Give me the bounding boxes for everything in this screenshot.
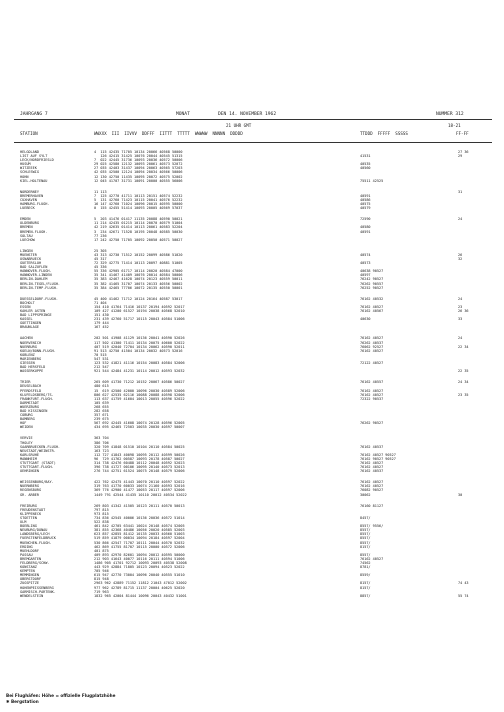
observation-codes: 16 147 42760 71024 10096 20015 40595 50000 — [94, 202, 183, 207]
observation-codes: 386 706 — [94, 440, 109, 445]
observation-codes: 212 903 41643 40077 10116 20111 40594 51006 — [94, 556, 185, 561]
observation-codes: 719 963 — [94, 589, 109, 594]
station-name: WENDELSTEIN — [20, 593, 44, 598]
station-name: STOETTEN — [20, 515, 37, 520]
station-name: DUESSELDORF-FLUGH. — [20, 296, 58, 301]
gust-values: 24 — [458, 336, 463, 341]
station-name: MANNHEIM — [20, 456, 37, 461]
observation-codes: 17 242 42750 71705 10092 20050 40571 50027 — [94, 237, 183, 242]
observation-codes: 461 842 42705 63441 10024 20148 40574 52005 — [94, 524, 185, 529]
cyclic-codes: 76162 40567 — [360, 309, 384, 313]
station-name: BREMGARTEN — [20, 556, 42, 561]
observation-codes: 55 336 42905 61717 10114 20020 40584 47000 — [94, 269, 183, 274]
station-name: HOF — [20, 421, 27, 426]
station-name: BERLIN-TEGEL/FLUGH. — [20, 281, 61, 286]
cyclic-codes: 40597 — [360, 273, 371, 278]
gust-values: 22 35 — [458, 369, 469, 374]
footer-note-airports: Bei Flughäfen: Höhe = offizielle Flugplatzhöhe — [6, 693, 116, 698]
cyclic-codes: 72122 40527 — [360, 361, 384, 366]
station-name: HANNOVER-FLUGH. — [20, 269, 52, 274]
station-name: EMDEN — [20, 217, 31, 222]
observation-codes: 797 815 — [94, 507, 109, 512]
observation-codes: 276 744 42751 61524 10075 20148 40579 52006 — [94, 469, 185, 474]
column-header-cyclic: TTDDD FFFFF SSSSS — [360, 131, 408, 136]
station-name: PFERDSFELD — [20, 388, 42, 393]
station-name: PASSAU — [20, 552, 33, 557]
observation-codes: 12 045 41707 31731 10091 20000 40555 56006 — [94, 178, 183, 183]
observation-codes: 45 317 — [94, 256, 107, 261]
cyclic-codes: 72322 90537 — [360, 396, 384, 401]
station-name: KOBLENZ — [20, 352, 35, 357]
station-name: BAD LIPPSPRINGE — [20, 313, 52, 318]
observation-codes: 35 384 42465 77706 10072 20135 40550 50001 — [94, 285, 183, 290]
observation-codes: 42 219 42635 01414 10113 20061 40583 52204 — [94, 225, 183, 230]
table-row — [14, 290, 492, 297]
cyclic-codes: 76162 40537 — [360, 469, 384, 474]
observation-codes: 615 947 42770 73004 10096 20040 40555 51010 — [94, 573, 185, 578]
observation-codes: 269 803 41342 41505 10123 20111 40570 50013 — [94, 503, 185, 508]
cyclic-codes: 76162 40527 — [360, 461, 384, 465]
observation-codes: 91 513 42750 41504 10134 20032 40573 52016 — [94, 348, 183, 353]
observation-codes: 109 427 41200 61527 10194 20038 40568 52010 — [94, 309, 185, 313]
observation-codes: 3 234 42671 71528 10195 20048 40585 50030 — [94, 229, 183, 234]
observation-codes: 1449 791 42544 41435 10110 20012 40534 52022 — [94, 492, 187, 497]
observation-codes: 977 962 42789 81715 11137 20004 40625 52020 — [94, 585, 185, 590]
observation-codes: 381 855 42368 40486 10056 20020 40585 52003 — [94, 528, 185, 533]
cyclic-codes: 75511 42525 — [360, 178, 384, 183]
observation-codes: 567 692 42445 41608 10074 20128 40596 52005 — [94, 421, 185, 426]
station-name: KASSEL — [20, 317, 33, 322]
station-name: STUTTGART-FLUGH. — [20, 465, 54, 470]
cyclic-codes: 76162 40532 — [360, 296, 384, 301]
gust-values: 33 — [458, 317, 463, 322]
observation-codes: 396 738 41727 00106 10095 20140 40573 52013 — [94, 465, 185, 470]
cyclic-codes: 40535 — [360, 162, 371, 167]
cyclic-codes: 30062 — [360, 492, 371, 497]
observation-codes: 15 619 42500 42000 10096 20030 40589 52006 — [94, 388, 185, 393]
cyclic-codes: 76162 40527 — [360, 484, 384, 489]
station-name: GARMISCH-PARTENK. — [20, 589, 56, 594]
station-name: HANNOVER-LINDEN — [20, 273, 52, 278]
observation-codes: 126 42415 31425 10076 20044 40545 51315 — [94, 154, 183, 159]
observation-codes: 29 025 42580 12132 10093 20061 40573 52072 — [94, 162, 183, 167]
issue-number: NUMMER 312 — [436, 112, 464, 117]
station-name: ZUGSPITZE — [20, 581, 39, 586]
cyclic-codes: 8557/ — [360, 540, 371, 545]
cyclic-codes: 76262 40537 — [360, 340, 384, 345]
column-header-station: STATION — [20, 131, 38, 136]
observation-codes: 265 609 41730 71212 10152 20067 40586 50027 — [94, 380, 185, 385]
station-name: MEMMINGEN — [20, 573, 39, 578]
cyclic-codes: 40591 — [360, 229, 371, 234]
station-name: LIST AUF SYLT — [20, 154, 48, 159]
station-name: HOHN — [20, 174, 29, 179]
station-name: BOEBLING — [20, 524, 37, 529]
observation-codes: 0 155 42455 51414 10093 20005 40569 57037 — [94, 206, 183, 211]
jahrgang-label: JAHRGANG 7 — [20, 112, 48, 117]
station-name: WEISSENBURG/BAY. — [20, 480, 54, 485]
cyclic-codes: 8557/ — [360, 552, 371, 557]
observation-codes: 231 439 42760 51717 10115 20043 40584 51006 — [94, 317, 185, 322]
observation-codes: 35 341 41467 41409 10076 20014 40584 50006 — [94, 273, 183, 278]
cyclic-codes: 8781/ — [360, 565, 371, 570]
station-name: DEUSELBACH — [20, 384, 42, 389]
station-name: NEUBURG/DONAU — [20, 528, 48, 533]
station-name: OLDENBURG — [20, 221, 39, 226]
gust-values: 74 43 — [458, 581, 469, 586]
station-table — [14, 150, 492, 598]
cyclic-codes: 76242 90527 — [360, 277, 384, 282]
column-header-codes: WWXXX III IIVVV DDFFF IITTT TTTTT WWWWW NNNNN DDDDD — [94, 131, 243, 136]
cyclic-codes: 76162 40527 — [360, 556, 384, 561]
observation-codes: 734 836 42545 40006 10136 20036 40572 51014 — [94, 515, 185, 520]
station-name: CUXHAVEN — [20, 197, 37, 202]
station-name: BREMEN — [20, 225, 33, 230]
station-name: MUENCHEN-FLUGH. — [20, 540, 52, 545]
observation-codes: 357 671 — [94, 413, 109, 418]
observation-codes: 4 115 42435 71705 10134 20066 40568 50000 — [94, 150, 183, 154]
station-name: ERDING — [20, 544, 33, 549]
cyclic-codes: 40574 — [360, 252, 371, 257]
cyclic-codes: 76160 81127 — [360, 503, 384, 508]
table-row — [14, 594, 492, 598]
station-name: KOELN/BONN-FLUGH. — [20, 348, 56, 353]
observation-codes: 72 329 42775 71414 10113 20097 40881 51005 — [94, 261, 183, 266]
observation-codes: 806 627 42535 62116 10088 20088 40598 52006 — [94, 392, 185, 397]
date-label: DEN 14. NOVEMBER 1962 — [218, 112, 277, 117]
station-name: KLUFELDSBERG/TS. — [20, 392, 54, 397]
gust-values: 30 — [458, 492, 463, 497]
station-name: GOETTINGEN — [20, 321, 42, 326]
table-row — [14, 429, 492, 436]
station-name: BREMERHAVEN — [20, 193, 44, 198]
observation-codes: 11 214 42435 01215 10114 20070 40579 51004 — [94, 221, 183, 226]
observation-codes: 623 857 42855 81412 10135 20033 40560 51003 — [94, 532, 185, 537]
station-name: KLIPPENECK — [20, 511, 42, 516]
station-name: AACHEN — [20, 336, 33, 341]
station-name: BOCHOLT — [20, 300, 35, 305]
cyclic-codes: 76262 90557 — [360, 281, 384, 286]
cyclic-codes: 40560 — [360, 166, 371, 171]
station-name: STUTTGART (STADT) — [20, 461, 56, 465]
station-name: GR. ARBER — [20, 492, 39, 497]
observation-codes: 105 639 — [94, 400, 109, 405]
cyclic-codes: 40591 — [360, 193, 371, 198]
gust-values: 32 — [458, 256, 463, 261]
cyclic-codes: 40575 — [360, 202, 371, 207]
cyclic-codes: 76252 90527 — [360, 285, 384, 290]
station-name: DARMSTADT — [20, 400, 39, 405]
observation-codes: 401 875 — [94, 548, 109, 553]
cyclic-codes: 8457/ — [360, 515, 371, 520]
cyclic-codes: 76162 40527 — [360, 336, 384, 341]
observation-codes: 27 035 42403 31437 10094 20063 40565 57203 — [94, 166, 183, 171]
station-name: MUENSTER — [20, 252, 37, 257]
gust-values: 26 36 — [458, 309, 469, 313]
table-row — [14, 373, 492, 380]
observation-codes: 705 946 — [94, 569, 109, 574]
time-range-label: 18-21 — [448, 123, 461, 128]
cyclic-codes: 76162 40527 90527 — [360, 452, 396, 457]
observation-codes: 530 866 42547 71707 10111 20044 40570 52032 — [94, 540, 185, 545]
observation-codes: 35 383 42467 41628 10074 20123 40559 50011 — [94, 277, 183, 282]
observation-codes: 70 515 — [94, 352, 107, 357]
observation-codes: 462 869 41755 81707 10115 20000 40572 52006 — [94, 544, 185, 549]
observation-codes: 163 723 — [94, 448, 109, 453]
station-name: WITZEEEK — [20, 166, 37, 171]
observation-codes: 45 400 41462 71712 10124 20164 40587 53017 — [94, 296, 183, 301]
station-name: ULM — [20, 520, 27, 525]
observation-codes: 239 675 — [94, 417, 109, 422]
station-name: OSNABRUECK — [20, 256, 42, 261]
observation-codes: 71 404 — [94, 300, 107, 305]
table-row — [14, 473, 492, 480]
gust-values: 24 — [458, 296, 463, 301]
observation-codes: 480 615 — [94, 384, 109, 389]
table-row — [14, 497, 492, 504]
station-name: NUERNBERG — [20, 484, 39, 489]
observation-codes: 77 236 — [94, 233, 107, 238]
cyclic-codes: 76082 90527 — [360, 488, 384, 493]
gust-values: 31 — [458, 189, 463, 194]
cyclic-codes: 8157/ — [360, 581, 371, 586]
observation-codes: 167 452 — [94, 325, 109, 330]
gust-values: 26 — [458, 252, 463, 257]
observation-codes: 519 859 41879 00034 10094 20184 40597 52004 — [94, 536, 185, 541]
cyclic-codes: 8559/ — [360, 573, 371, 578]
observation-codes: 320 709 41848 01510 10104 20110 40584 50025 — [94, 444, 185, 449]
observation-codes: 212 547 — [94, 365, 109, 370]
observation-codes: 522 838 — [94, 520, 109, 525]
cyclic-codes: 8157/ — [360, 544, 371, 549]
table-row — [14, 210, 492, 217]
station-name: NORDERNEY — [20, 189, 39, 194]
observation-codes: 123 532 41821 41116 10154 20083 40584 52006 — [94, 361, 185, 366]
observation-codes: 42 035 42500 12124 10094 20034 40566 50006 — [94, 170, 183, 175]
station-name: KARLSRUHE — [20, 452, 39, 457]
observation-codes: 179 444 — [94, 321, 109, 326]
station-name: ESSEN — [20, 304, 31, 309]
observation-codes: 815 948 — [94, 577, 109, 582]
station-name: GIESSEN — [20, 361, 35, 366]
cyclic-codes: 8557/ — [360, 528, 371, 533]
station-name: HAMBURG-FLUGH. — [20, 202, 50, 207]
observation-codes: 2963 962 42889 71152 11812 21043 47012 52002 — [94, 581, 187, 586]
cyclic-codes: 76162 40527 — [360, 304, 384, 309]
observation-codes: 43 313 42730 71512 10152 20099 40586 51020 — [94, 252, 183, 257]
cyclic-codes: 8557/ — [360, 536, 371, 541]
gust-values: 24 — [458, 217, 463, 222]
station-name: LECK/NORDFRIESLD — [20, 158, 54, 163]
observation-codes: 96 729 41762 00587 10093 20178 40587 50027 — [94, 456, 185, 461]
cyclic-codes: 74562 — [360, 560, 371, 565]
observation-codes: 409 893 42970 82601 10094 20012 40595 50000 — [94, 552, 185, 557]
cyclic-codes: 76162 40527 — [360, 348, 384, 353]
gust-values: 24 34 — [458, 380, 469, 385]
observation-codes: 369 776 42900 41477 10053 20117 40597 52006 — [94, 488, 185, 493]
table-row — [14, 183, 492, 190]
gust-values: 23 — [458, 304, 463, 309]
cyclic-codes: 40586 — [360, 197, 371, 202]
station-name: MUEHLDORF — [20, 548, 39, 553]
station-name: SAARBRUECKEN-FLUGH. — [20, 444, 61, 449]
gust-values: 55 74 — [458, 593, 469, 598]
station-name: KIEL-HOLTENAU — [20, 178, 48, 183]
gust-values: 29 — [458, 154, 463, 159]
observation-codes: 314 738 42476 60488 10112 20048 40592 52023 — [94, 461, 185, 465]
observation-codes: 319 763 41770 60033 10074 21160 40593 52016 — [94, 484, 185, 489]
station-name: HOHENPEISSENBERG — [20, 585, 54, 590]
observation-codes: 443 929 42884 71805 10123 20094 40523 52022 — [94, 565, 185, 570]
observation-codes: 7 022 42445 31736 10093 20036 40572 50006 — [94, 158, 183, 163]
station-name: BERLIN-TEMP.FLUGH. — [20, 285, 58, 290]
station-name: VERVIE — [20, 436, 33, 441]
station-name: KAHLER ASTEN — [20, 309, 46, 313]
cyclic-codes: 40630 — [360, 317, 371, 322]
column-rule — [14, 142, 492, 143]
time-label: 21 UHR GMT — [226, 123, 252, 128]
footer-note-mountain: ✱ Bergstation — [6, 699, 39, 704]
observation-codes: 117 502 41300 71411 10134 20075 40600 52022 — [94, 340, 185, 345]
observation-codes: 35 382 41465 31707 10074 20133 40556 50002 — [94, 281, 183, 286]
cyclic-codes: 40579 — [360, 206, 371, 211]
station-name: FRANKFURT-FLUGH. — [20, 396, 54, 401]
station-name: LANDSBERG/LECH — [20, 532, 50, 537]
cyclic-codes: 8557/ 9556/ — [360, 524, 384, 529]
station-name: BERLIN-DAHLEM — [20, 277, 48, 282]
station-name: FREIBURG — [20, 503, 37, 508]
station-name: BAD HERSFELD — [20, 365, 46, 370]
cyclic-codes: 76162 40527 — [360, 465, 384, 470]
station-name: SOLTAU — [20, 233, 33, 238]
station-name: HUSUM — [20, 162, 31, 167]
observation-codes: 25 305 — [94, 248, 107, 253]
monat-label: MONAT — [176, 112, 190, 117]
cyclic-codes: 8557/ — [360, 532, 371, 537]
station-name: OEHRINGEN — [20, 469, 39, 474]
observation-codes: 434 695 42465 72503 10035 20030 40597 50007 — [94, 425, 185, 430]
observation-codes: 407 519 42040 72704 10134 20062 40590 52011 — [94, 344, 185, 349]
gust-values: 27 36 — [458, 150, 469, 154]
observation-codes: 973 815 — [94, 511, 109, 516]
station-name: WEIDEN — [20, 425, 33, 430]
station-name: NUERBURG — [20, 344, 37, 349]
observation-codes: 547 531 — [94, 356, 109, 361]
cyclic-codes: 76162 40527 — [360, 480, 384, 485]
observation-codes: 1486 905 41701 92712 10093 20093 40538 52008 — [94, 560, 187, 565]
station-name: TRIER — [20, 380, 31, 385]
cyclic-codes: 76162 90527 90527 — [360, 456, 396, 461]
column-header-ff: FF-FF — [456, 131, 469, 136]
station-name: LUECHOW — [20, 237, 35, 242]
cyclic-codes: 8157/ — [360, 585, 371, 590]
cyclic-codes: 40638 90527 — [360, 269, 384, 274]
cyclic-codes: 72590 — [360, 217, 371, 222]
station-name: GUETERSLOH — [20, 261, 42, 266]
cyclic-codes: 76162 40527 — [360, 388, 384, 393]
observation-codes: 112 727 41843 40098 10095 20112 40599 50026 — [94, 452, 185, 457]
station-name: NEUSTADT/WEINSTR. — [20, 448, 56, 453]
cyclic-codes: 40580 — [360, 225, 371, 230]
station-name: FREUDENSTADT — [20, 507, 46, 512]
cyclic-codes: 8857/ — [360, 593, 371, 598]
observation-codes: 154 410 41764 71416 10137 20194 40592 52017 — [94, 304, 185, 309]
cyclic-codes: 76162 40527 — [360, 392, 384, 397]
observation-codes: 268 655 — [94, 404, 109, 409]
station-name: OBERSTDORF — [20, 577, 42, 582]
header-rule — [14, 119, 492, 120]
station-name: THOLEY — [20, 440, 33, 445]
observation-codes: 7 125 42770 41711 10113 20151 40574 52232 — [94, 193, 183, 198]
station-name: WUERZBURG — [20, 404, 39, 409]
station-name: MARIENBERG — [20, 356, 42, 361]
observation-codes: 921 544 42484 41231 10114 20012 40593 52032 — [94, 369, 185, 374]
observation-codes: 5 131 42760 71423 10115 20041 40576 52232 — [94, 197, 183, 202]
station-name: NOERVENICH — [20, 340, 42, 345]
station-name: FELDBERG/SCHW. — [20, 560, 50, 565]
cyclic-codes: 40573 — [360, 261, 371, 266]
observation-codes: 12 130 42750 11435 10095 20072 40575 52002 — [94, 174, 183, 179]
station-name: KONSTANZ — [20, 565, 37, 570]
station-name: REGENSBURG — [20, 488, 42, 493]
observation-codes: 202 501 41908 41129 10136 20041 40590 52026 — [94, 336, 185, 341]
station-name: BREMEN-FLUGH. — [20, 229, 48, 234]
station-name: HELGOLAND — [20, 150, 39, 154]
cyclic-codes: 76162 40537 — [360, 444, 384, 449]
observation-codes: 363 704 — [94, 436, 109, 441]
observation-codes: 113 637 41759 41604 10013 20055 40596 52022 — [94, 396, 185, 401]
station-name: LINGEN — [20, 248, 33, 253]
observation-codes: 422 762 42475 41443 10070 20110 40597 52022 — [94, 480, 185, 485]
observation-codes: 45 336 — [94, 265, 107, 270]
station-name: FUERSTENFELDBRUCK — [20, 536, 56, 541]
observation-codes: 11 113 — [94, 189, 107, 194]
observation-codes: 282 658 — [94, 408, 109, 413]
station-name: COBURG — [20, 413, 33, 418]
station-name: BAD KISSINGEN — [20, 408, 48, 413]
cyclic-codes: 76162 40557 — [360, 380, 384, 385]
gust-values: 22 34 — [458, 344, 469, 349]
cyclic-codes: 76062 92527 — [360, 344, 384, 349]
station-name: BRAUNLAGE — [20, 325, 39, 330]
observation-codes: 5 203 41476 01417 11135 20088 40590 50021 — [94, 217, 183, 222]
cyclic-codes: 41531 — [360, 154, 371, 159]
observation-codes: 1832 965 42004 81444 10096 20043 40432 51001 — [94, 593, 187, 598]
table-row — [14, 242, 492, 249]
table-row — [14, 329, 492, 336]
station-name: LUEBECK — [20, 206, 35, 211]
station-name: WASSERKUPPE — [20, 369, 44, 374]
station-name: SCHLESWIG — [20, 170, 39, 175]
cyclic-codes: 76262 90527 — [360, 421, 384, 426]
observation-codes: 151 430 — [94, 313, 109, 318]
gust-values: 23 35 — [458, 392, 469, 397]
station-name: KEMPTEN — [20, 569, 35, 574]
station-name: BAMBERG — [20, 417, 35, 422]
station-name: BAD SALZUFLEN — [20, 265, 48, 270]
